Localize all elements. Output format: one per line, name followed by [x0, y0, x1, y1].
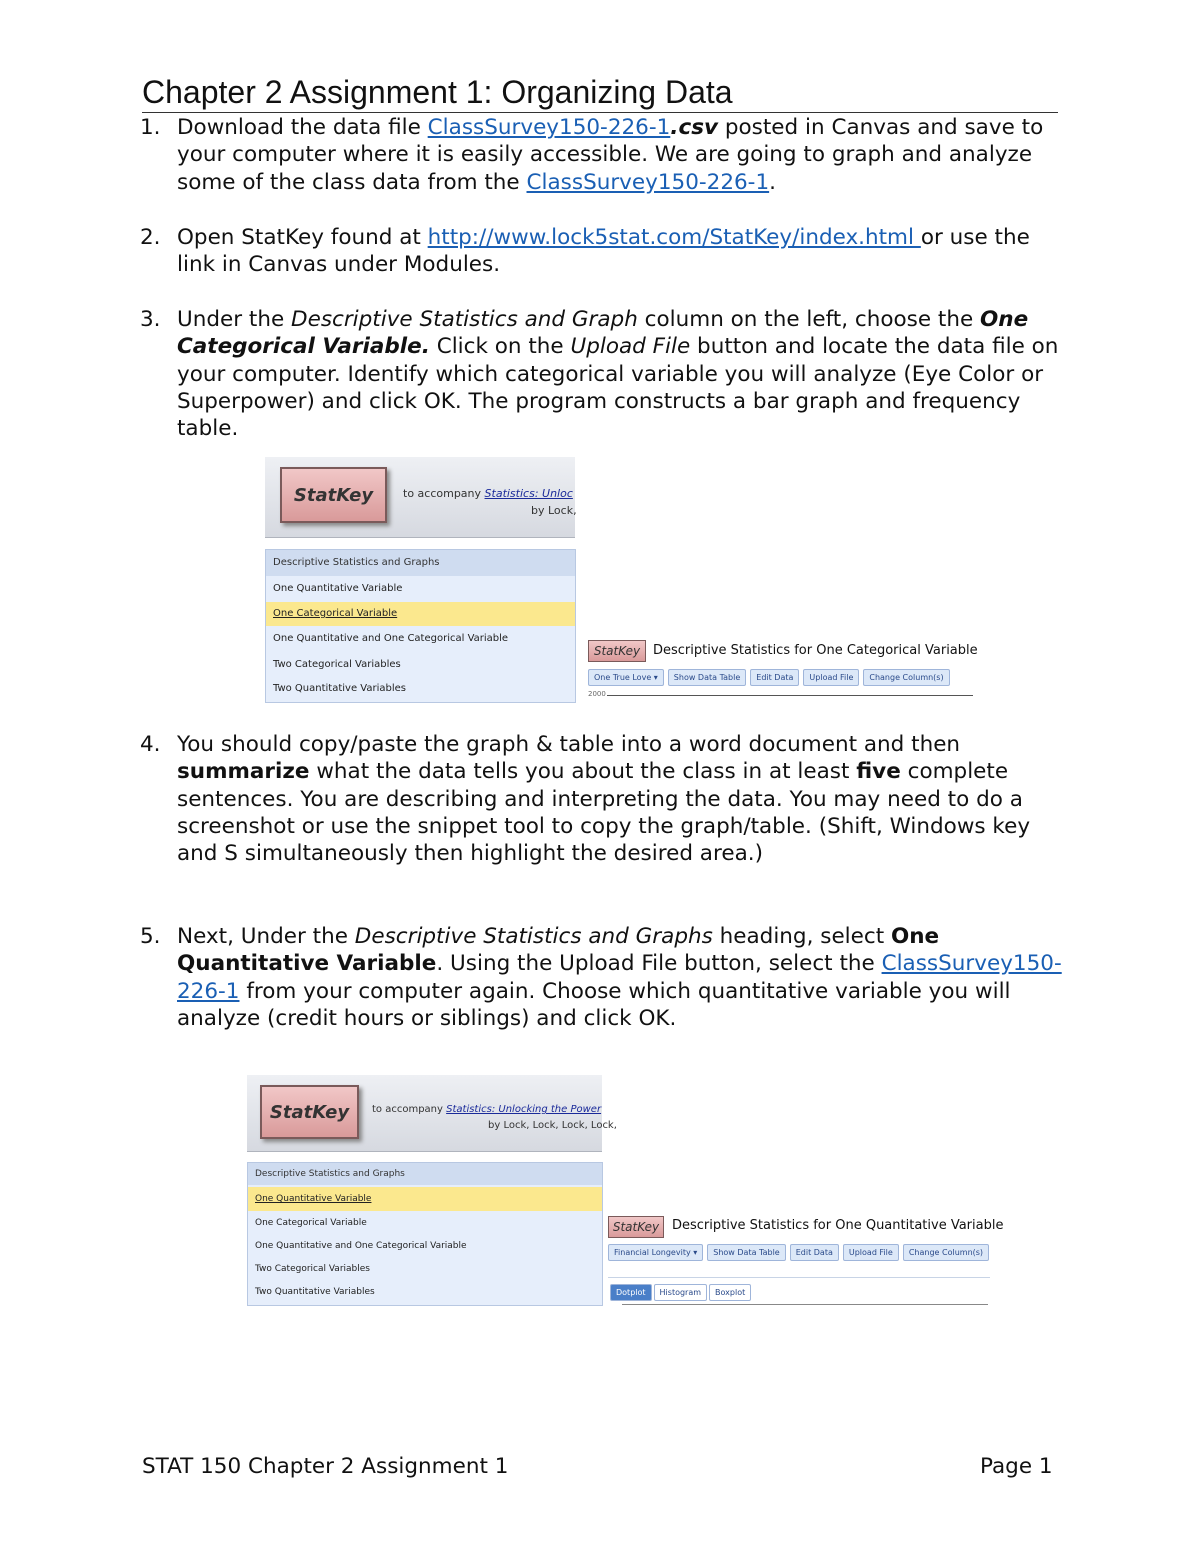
edit-data-button[interactable]: Edit Data — [790, 1244, 839, 1261]
tab-boxplot[interactable]: Boxplot — [709, 1284, 751, 1301]
text: to accompany — [403, 487, 485, 500]
statkey-logo: StatKey — [280, 467, 387, 523]
menu-heading: Descriptive Statistics and Graphs — [266, 550, 575, 576]
graph-tabs — [610, 1284, 751, 1301]
change-columns-button[interactable]: Change Column(s) — [903, 1244, 989, 1261]
classsurvey-link-2[interactable]: ClassSurvey150-226-1 — [526, 169, 770, 195]
text: column on the left, choose the — [637, 307, 981, 332]
text: button and locate the data file on your computer. Identify which categorical variable you will analyze (Eye Color or Superpower) and click OK. The program constructs a bar graph and frequency table. — [177, 334, 1059, 442]
change-columns-button[interactable]: Change Column(s) — [863, 669, 949, 686]
toolbar — [608, 1244, 989, 1261]
show-data-table-button[interactable]: Show Data Table — [668, 669, 746, 686]
panel-title: Descriptive Statistics for One Quantitative Variable — [672, 1218, 1004, 1233]
menu-item-two-categorical[interactable]: Two Categorical Variables — [273, 659, 401, 670]
menu-heading: Descriptive Statistics and Graphs — [248, 1163, 602, 1185]
item-text — [177, 731, 1065, 867]
menu-item-two-quantitative[interactable]: Two Quantitative Variables — [273, 683, 406, 694]
item-text — [177, 306, 1065, 442]
item-number: 3. — [140, 307, 161, 332]
text: Next, Under the — [177, 924, 355, 949]
item-text — [177, 114, 1065, 196]
text: Click on the — [429, 334, 571, 360]
text: . — [769, 169, 776, 195]
text: from your computer again. Choose which quantitative variable you will analyze (credit hours or siblings) and click OK. — [177, 978, 1011, 1031]
item-number: 5. — [140, 924, 161, 949]
text: One Quantitative Variable — [177, 924, 940, 977]
menu-item-one-categorical[interactable]: One Categorical Variable — [255, 1218, 367, 1228]
upload-file-button[interactable]: Upload File — [803, 669, 859, 686]
text: . Using the Upload File button, select the — [436, 951, 882, 977]
text: You should copy/paste the graph & table into a word document and then — [177, 732, 961, 757]
show-data-table-button[interactable]: Show Data Table — [707, 1244, 785, 1261]
statkey-link[interactable]: http://www.lock5stat.com/StatKey/index.html — [427, 225, 921, 250]
accompany-text — [372, 1104, 601, 1115]
author-text: by Lock, Lock, Lock, Lock, — [488, 1120, 617, 1131]
text: to accompany — [372, 1104, 447, 1115]
text: Descriptive Statistics and Graphs — [354, 924, 713, 949]
edit-data-button[interactable]: Edit Data — [750, 669, 799, 686]
statkey-mini-logo: StatKey — [588, 640, 646, 662]
text: One Categorical Variable. — [177, 307, 1029, 360]
axis-label: 2000 — [588, 690, 606, 698]
tab-dotplot[interactable]: Dotplot — [610, 1284, 652, 1301]
axis-line — [622, 1304, 988, 1305]
stats-menu — [265, 549, 576, 703]
graph-panel — [608, 1277, 990, 1306]
item-text — [177, 923, 1065, 1032]
tab-histogram[interactable]: Histogram — [654, 1284, 708, 1301]
menu-item-one-categorical[interactable]: One Categorical Variable — [266, 602, 575, 626]
statkey-screenshot-categorical — [265, 457, 978, 702]
menu-item-two-quantitative[interactable]: Two Quantitative Variables — [255, 1287, 375, 1297]
classsurvey-link-3[interactable]: ClassSurvey150-226-1 — [177, 951, 1062, 1004]
menu-item-two-categorical[interactable]: Two Categorical Variables — [255, 1264, 370, 1274]
book-link: Statistics: Unloc — [484, 487, 573, 500]
stats-menu — [247, 1162, 603, 1306]
text: heading, select — [712, 924, 891, 949]
item-number: 2. — [140, 225, 161, 250]
text: Descriptive Statistics and Graph — [291, 307, 638, 332]
variable-dropdown[interactable]: Financial Longevity ▾ — [608, 1244, 703, 1261]
item-number: 4. — [140, 732, 161, 757]
statkey-mini-logo: StatKey — [608, 1216, 664, 1238]
upload-file-button[interactable]: Upload File — [843, 1244, 899, 1261]
text: what the data tells you about the class in at least — [309, 759, 857, 785]
text: Under the — [177, 307, 292, 332]
accompany-text — [403, 487, 573, 500]
axis-line — [607, 695, 973, 696]
text: Upload File — [570, 334, 691, 360]
statkey-logo: StatKey — [260, 1085, 359, 1139]
file-extension: .csv — [670, 115, 719, 140]
toolbar — [588, 669, 950, 686]
text: Download the data file — [177, 115, 428, 140]
text: complete sentences. You are describing and interpreting the data. You may need to do a screenshot or use the snippet tool to copy the graph/table. (Shift, Windows key and S simultaneously then highlight the desired area.) — [177, 759, 1031, 867]
menu-item-quant-and-cat[interactable]: One Quantitative and One Categorical Variable — [255, 1241, 467, 1251]
panel-title: Descriptive Statistics for One Categorical Variable — [653, 643, 978, 658]
statkey-screenshot-quantitative — [247, 1075, 1004, 1307]
item-text — [177, 224, 1065, 279]
menu-item-one-quantitative[interactable]: One Quantitative Variable — [273, 583, 403, 594]
book-link: Statistics: Unlocking the Power — [446, 1104, 602, 1115]
author-text: by Lock, — [531, 504, 577, 517]
menu-item-quant-and-cat[interactable]: One Quantitative and One Categorical Variable — [273, 633, 509, 644]
text: Open StatKey found at — [177, 225, 428, 250]
text: summarize — [177, 759, 310, 785]
classsurvey-link[interactable]: ClassSurvey150-226-1 — [427, 115, 671, 140]
footer-page-number: Page 1 — [980, 1454, 1053, 1479]
variable-dropdown[interactable]: One True Love ▾ — [588, 669, 664, 686]
text: posted in Canvas and save to your computer where it is easily accessible. We are going to graph and analyze some of the class data from the — [177, 115, 1044, 195]
page-title: Chapter 2 Assignment 1: Organizing Data — [142, 72, 1058, 113]
menu-item-one-quantitative[interactable]: One Quantitative Variable — [248, 1187, 602, 1211]
text: or use the link in Canvas under Modules. — [177, 225, 1030, 278]
text: five — [856, 759, 901, 785]
footer-left: STAT 150 Chapter 2 Assignment 1 — [142, 1454, 509, 1479]
item-number: 1. — [140, 115, 161, 140]
